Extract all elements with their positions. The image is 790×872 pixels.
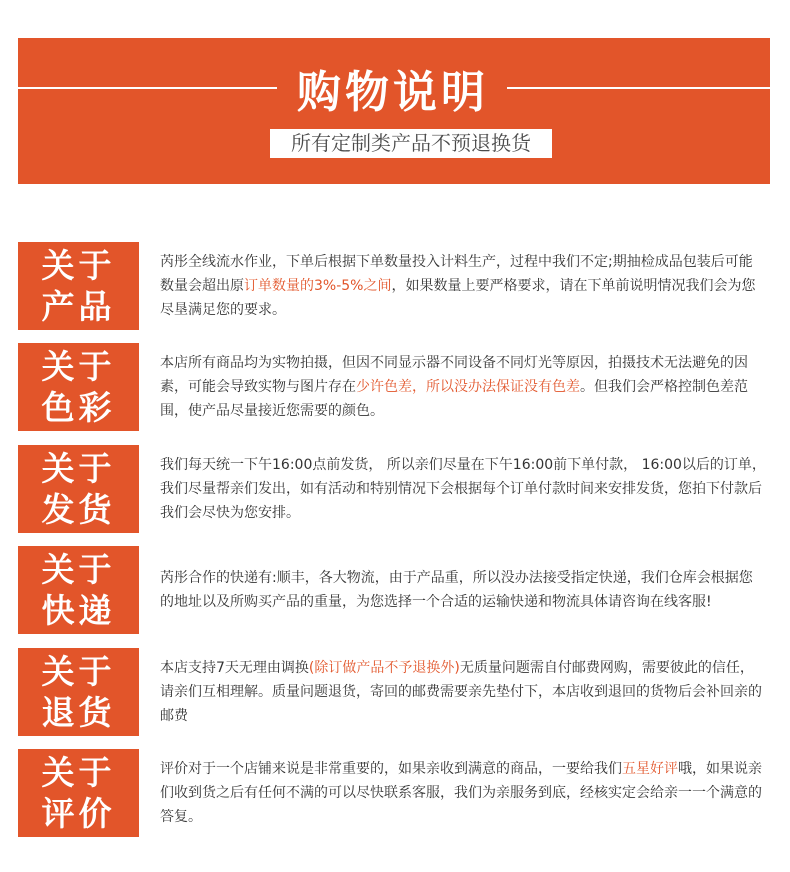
text-after: 。但我们会严格控制色差范围，使产品尽量接近您需要的颜色。 xyxy=(160,379,748,419)
section-tag xyxy=(18,648,139,736)
tag-line: 关于 xyxy=(41,347,116,386)
section-description xyxy=(160,445,766,533)
tag-line: 退货 xyxy=(41,693,116,732)
highlight-text: (除订做产品不予退换外) xyxy=(308,660,460,676)
text-before: 芮彤合作的快递有:顺丰，各大物流，由于产品重，所以没办法接受指定快递，我们仓库会根据您的地址以及所购买产品的重量，为您选择一个合适的运输快递和物流具体请咨询在线客服! xyxy=(160,570,753,610)
banner-divider-right xyxy=(507,87,770,89)
banner-divider-left xyxy=(18,87,277,89)
text-after: 哦，如果说亲们收到货之后有任何不满的可以尽快联系客服，我们为亲服务到底，经核实定会给亲一一个满意的答复。 xyxy=(160,761,762,825)
page-subtitle: 所有定制类产品不预退换货 xyxy=(270,129,552,158)
text-before: 我们每天统一下午16:00点前发货， 所以亲们尽量在下午16:00前下单付款， 16:00以后的订单，我们尽量帮亲们发出，如有活动和特别情况下会根据每个订单付款时间来安排发货，您拍下付款后我们会尽快为您安排。 xyxy=(160,457,766,521)
tag-line: 发货 xyxy=(41,490,116,529)
text-before: 本店所有商品均为实物拍摄，但因不同显示器不同设备不同灯光等原因，拍摄技术无法避免的因素，可能会导致实物与图片存在 xyxy=(160,355,748,395)
section-tag xyxy=(18,242,139,330)
highlight-text: 五星好评 xyxy=(622,761,678,777)
section-description xyxy=(160,749,766,837)
description-text xyxy=(160,656,766,728)
tag-line: 关于 xyxy=(41,449,116,488)
section-description xyxy=(160,546,766,634)
tag-line: 产品 xyxy=(41,287,116,326)
section-description xyxy=(160,343,766,431)
section-tag xyxy=(18,546,139,634)
text-before: 评价对于一个店铺来说是非常重要的，如果亲收到满意的商品，一要给我们 xyxy=(160,761,622,777)
section-tag xyxy=(18,445,139,533)
text-before: 本店支持7天无理由调换 xyxy=(160,660,309,676)
section-description xyxy=(160,242,766,330)
tag-line: 关于 xyxy=(41,753,116,792)
header-banner xyxy=(18,38,770,184)
highlight-text: 订单数量的3%-5%之间 xyxy=(244,278,392,294)
description-text xyxy=(160,250,766,322)
tag-line: 关于 xyxy=(41,550,116,589)
page-title: 购物说明 xyxy=(297,67,489,118)
tag-line: 关于 xyxy=(41,652,116,691)
highlight-text: 少许色差，所以没办法保证没有色差 xyxy=(356,379,580,395)
description-text xyxy=(160,757,766,829)
text-before: 芮彤全线流水作业，下单后根据下单数量投入计料生产，过程中我们不定;期抽检成品包装后可能数量会超出原 xyxy=(160,254,753,294)
section-tag xyxy=(18,749,139,837)
text-after: 无质量问题需自付邮费网购，需要彼此的信任，请亲们互相理解。质量问题退货，寄回的邮费需要亲先垫付下，本店收到退回的货物后会补回亲的邮费 xyxy=(160,660,762,724)
tag-line: 关于 xyxy=(41,246,116,285)
tag-line: 评价 xyxy=(41,794,116,833)
description-text xyxy=(160,453,766,525)
tag-line: 快递 xyxy=(41,591,116,630)
banner-title-box xyxy=(288,52,498,124)
description-text xyxy=(160,566,766,614)
section-description xyxy=(160,648,766,736)
text-after: ，如果数量上要严格要求，请在下单前说明情况我们会为您尽垦满足您的要求。 xyxy=(160,278,756,318)
tag-line: 色彩 xyxy=(41,388,116,427)
description-text xyxy=(160,351,766,423)
section-tag xyxy=(18,343,139,431)
